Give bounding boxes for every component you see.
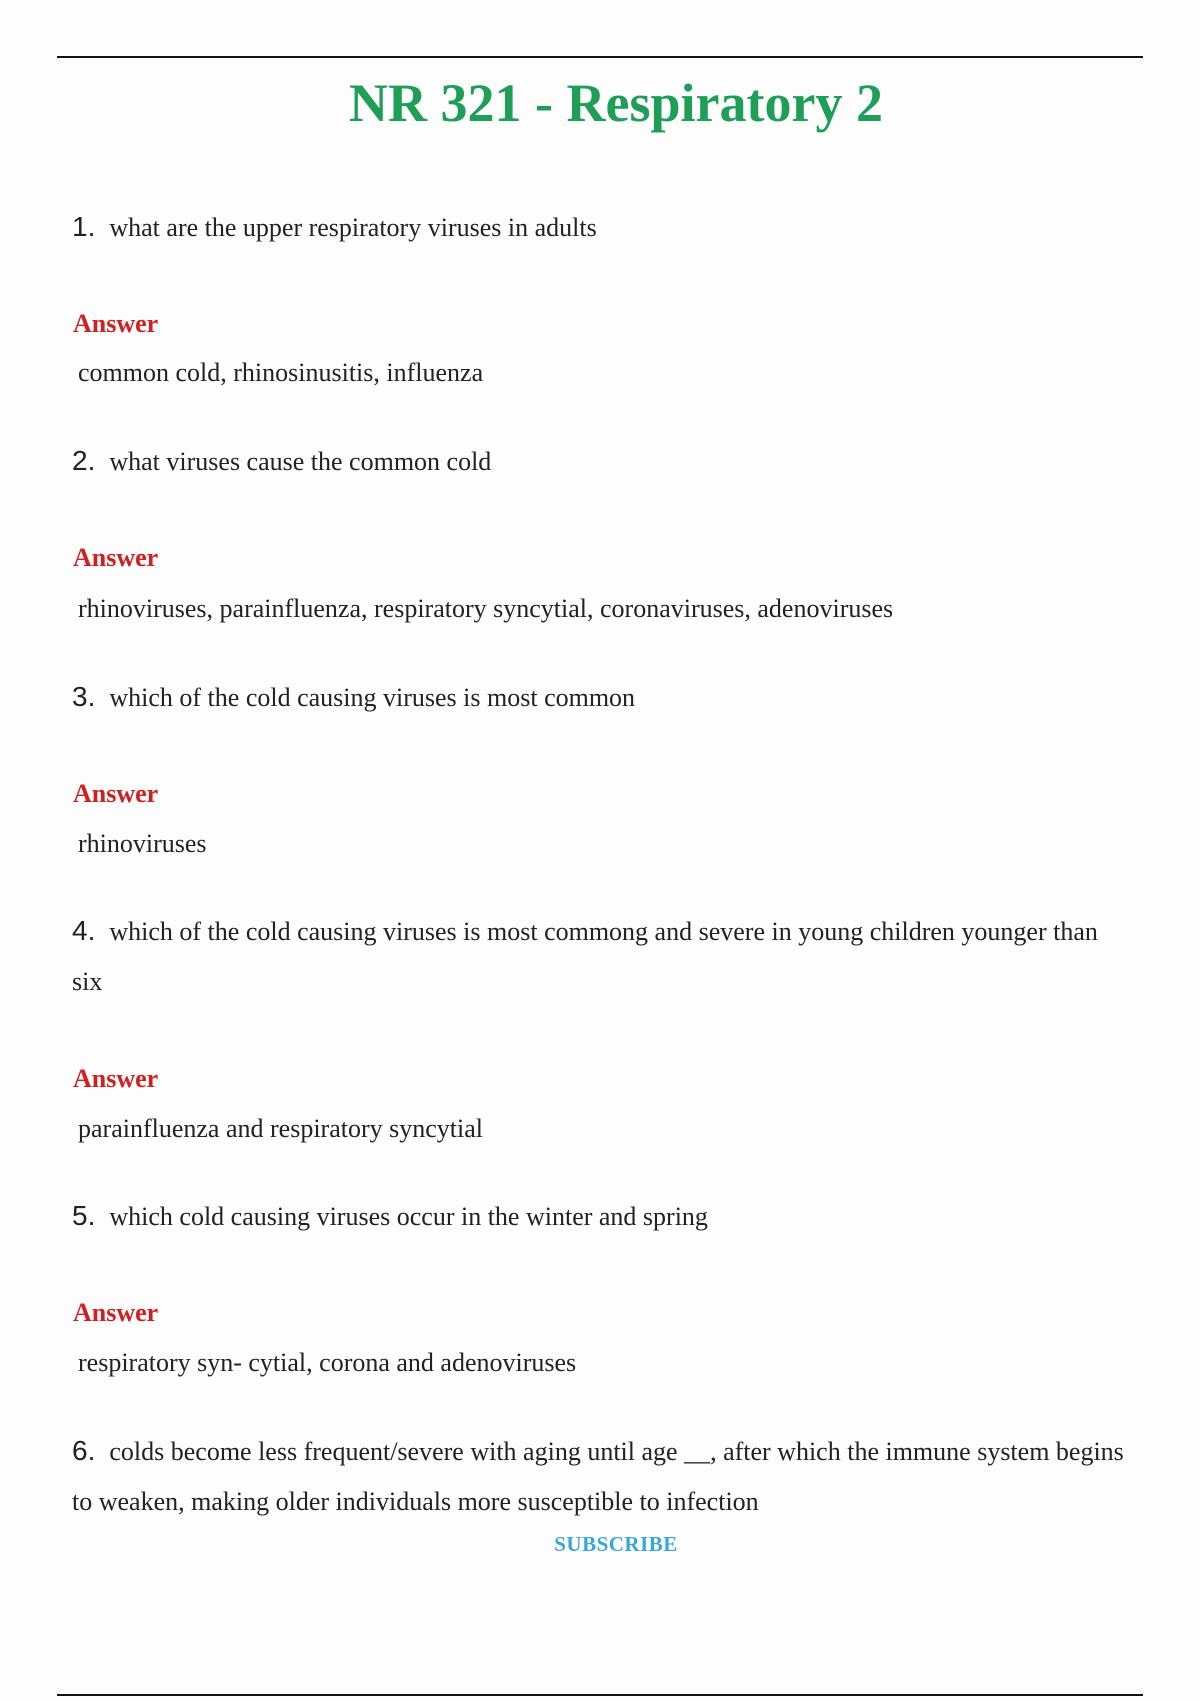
question-text: what viruses cause the common cold — [109, 447, 492, 476]
question-number: 1. — [72, 211, 96, 242]
question-text: which cold causing viruses occur in the winter and spring — [109, 1202, 708, 1231]
question-text: what are the upper respiratory viruses in adults — [109, 213, 597, 242]
question-text: which of the cold causing viruses is most common — [109, 683, 636, 712]
subscribe-link[interactable]: SUBSCRIBE — [554, 1532, 678, 1556]
answer-text: rhinoviruses — [78, 829, 207, 858]
answer-label: Answer — [73, 543, 159, 572]
answer-text: common cold, rhinosinusitis, influenza — [78, 358, 484, 387]
question-text: colds become less frequent/severe with aging until age __, after which the immune system begins to weaken, making older individuals more susceptible to infection — [72, 1437, 1124, 1516]
question-number: 2. — [72, 445, 96, 476]
question-1 — [72, 202, 1132, 253]
answer-label: Answer — [73, 309, 159, 338]
top-rule — [57, 56, 1143, 58]
question-3 — [72, 672, 1132, 723]
question-number: 5. — [72, 1200, 96, 1231]
answer-text: rhinoviruses, parainfluenza, respiratory syncytial, coronaviruses, adenoviruses — [78, 594, 894, 623]
question-5 — [72, 1191, 1132, 1242]
answer-label: Answer — [73, 1064, 159, 1093]
question-number: 3. — [72, 681, 96, 712]
page-title: NR 321 - Respiratory 2 — [349, 73, 883, 133]
bottom-rule — [57, 1694, 1143, 1696]
answer-text: parainfluenza and respiratory syncytial — [78, 1114, 483, 1143]
question-6 — [72, 1426, 1132, 1527]
answer-text: respiratory syn- cytial, corona and adenoviruses — [78, 1348, 577, 1377]
question-number: 4. — [72, 915, 96, 946]
question-4 — [72, 906, 1132, 1007]
answer-label: Answer — [73, 1298, 159, 1327]
answer-label: Answer — [73, 779, 159, 808]
question-2 — [72, 436, 1132, 487]
question-number: 6. — [72, 1435, 96, 1466]
question-text: which of the cold causing viruses is most commong and severe in young children younger than six — [72, 917, 1098, 996]
